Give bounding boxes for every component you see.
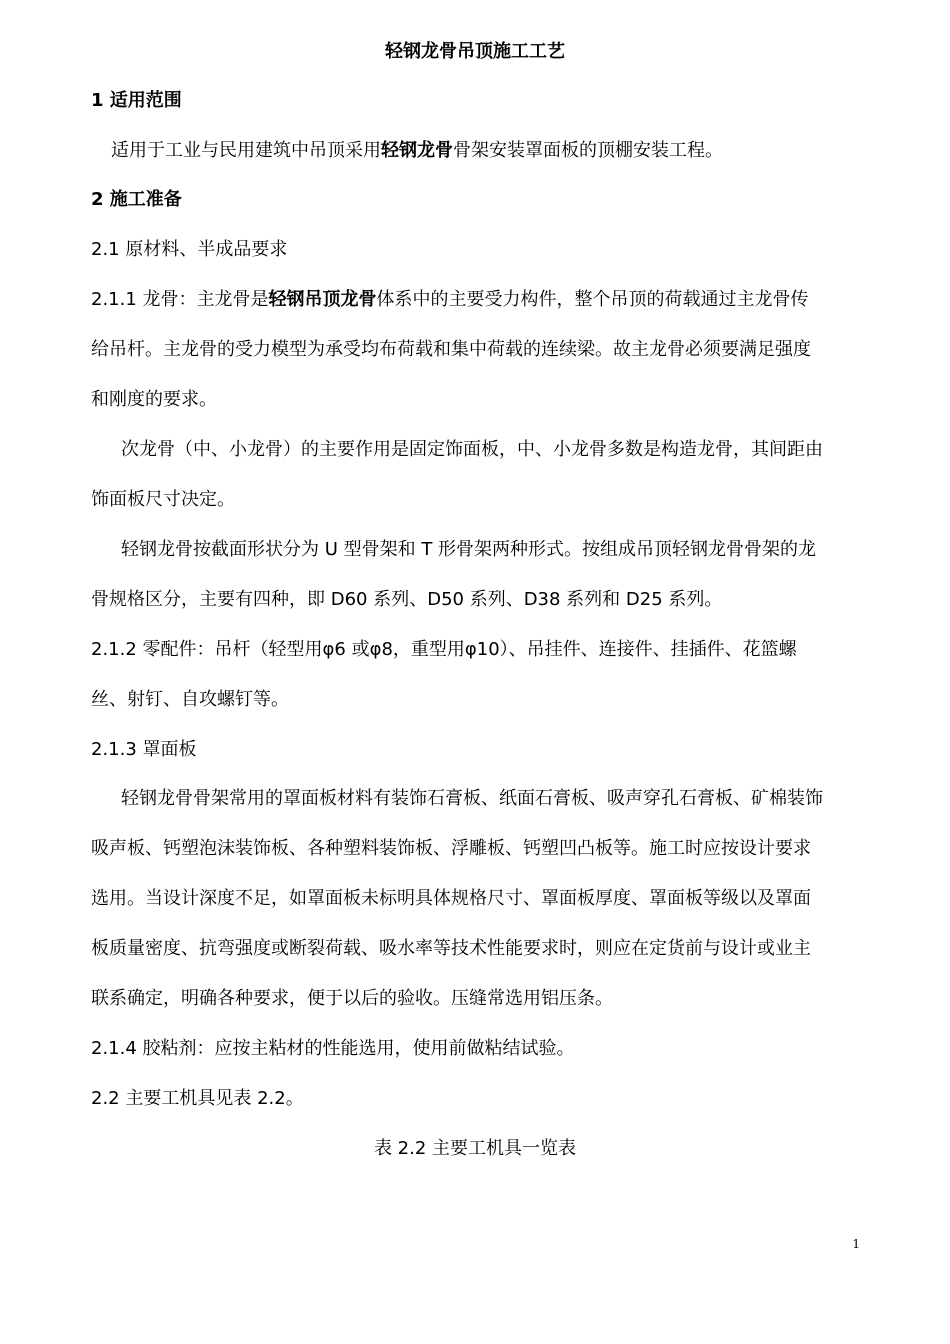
light-steel-keel-line-2: 骨规格区分，主要有四种，即 D60 系列、D50 系列、D38 系列和 D25 系列。 <box>91 589 723 610</box>
cover-panel-line-3: 选用。当设计深度不足，如罩面板未标明具体规格尺寸、罩面板厚度、罩面板等级以及罩面 <box>91 888 811 909</box>
item-2-1-2-line-2: 丝、射钉、自攻螺钉等。 <box>91 689 289 710</box>
section-heading-scope: 1 适用范围 <box>91 90 182 111</box>
cover-panel-line-5: 联系确定，明确各种要求，便于以后的验收。压缝常选用铝压条。 <box>91 988 613 1009</box>
document-title: 轻钢龙骨吊顶施工工艺 <box>385 41 565 62</box>
scope-text-after: 骨架安装罩面板的顶棚安装工程。 <box>453 140 723 161</box>
item-2-1-1-suffix: 体系中的主要受力构件，整个吊顶的荷载通过主龙骨传 <box>376 289 809 310</box>
item-2-1-1-line-3: 和刚度的要求。 <box>91 389 217 410</box>
item-2-1-2-line-1: 2.1.2 零配件：吊杆（轻型用φ6 或φ8，重型用φ10）、吊挂件、连接件、挂插件、花篮螺 <box>91 639 797 660</box>
scope-paragraph <box>111 138 881 164</box>
scope-text-bold: 轻钢龙骨 <box>381 140 453 161</box>
item-2-1-1-prefix: 2.1.1 龙骨：主龙骨是 <box>91 289 269 310</box>
item-2-1-1-line-1 <box>91 287 881 313</box>
light-steel-keel-line-1: 轻钢龙骨按截面形状分为 U 型骨架和 T 形骨架两种形式。按组成吊顶轻钢龙骨骨架的龙 <box>121 539 817 560</box>
cover-panel-line-4: 板质量密度、抗弯强度或断裂荷载、吸水率等技术性能要求时，则应在定货前与设计或业主 <box>91 938 811 959</box>
cover-panel-line-1: 轻钢龙骨骨架常用的罩面板材料有装饰石膏板、纸面石膏板、吸声穿孔石膏板、矿棉装饰 <box>121 788 823 809</box>
secondary-keel-line-1: 次龙骨（中、小龙骨）的主要作用是固定饰面板，中、小龙骨多数是构造龙骨，其间距由 <box>121 439 823 460</box>
secondary-keel-line-2: 饰面板尺寸决定。 <box>91 489 235 510</box>
page-number: 1 <box>852 1237 860 1251</box>
item-2-1-1-line-2: 给吊杆。主龙骨的受力模型为承受均布荷载和集中荷载的连续梁。故主龙骨必须要满足强度 <box>91 339 811 360</box>
cover-panel-line-2: 吸声板、钙塑泡沫装饰板、各种塑料装饰板、浮雕板、钙塑凹凸板等。施工时应按设计要求 <box>91 838 811 859</box>
item-2-1: 2.1 原材料、半成品要求 <box>91 239 288 260</box>
item-2-1-4: 2.1.4 胶粘剂：应按主粘材的性能选用，使用前做粘结试验。 <box>91 1038 575 1059</box>
item-2-1-3: 2.1.3 罩面板 <box>91 739 197 760</box>
table-caption: 表 2.2 主要工机具一览表 <box>373 1138 577 1159</box>
item-2-1-1-bold: 轻钢吊顶龙骨 <box>268 289 377 310</box>
scope-text-before: 适用于工业与民用建筑中吊顶采用 <box>111 140 381 161</box>
section-heading-preparation: 2 施工准备 <box>91 189 182 210</box>
item-2-2: 2.2 主要工机具见表 2.2。 <box>91 1088 304 1109</box>
